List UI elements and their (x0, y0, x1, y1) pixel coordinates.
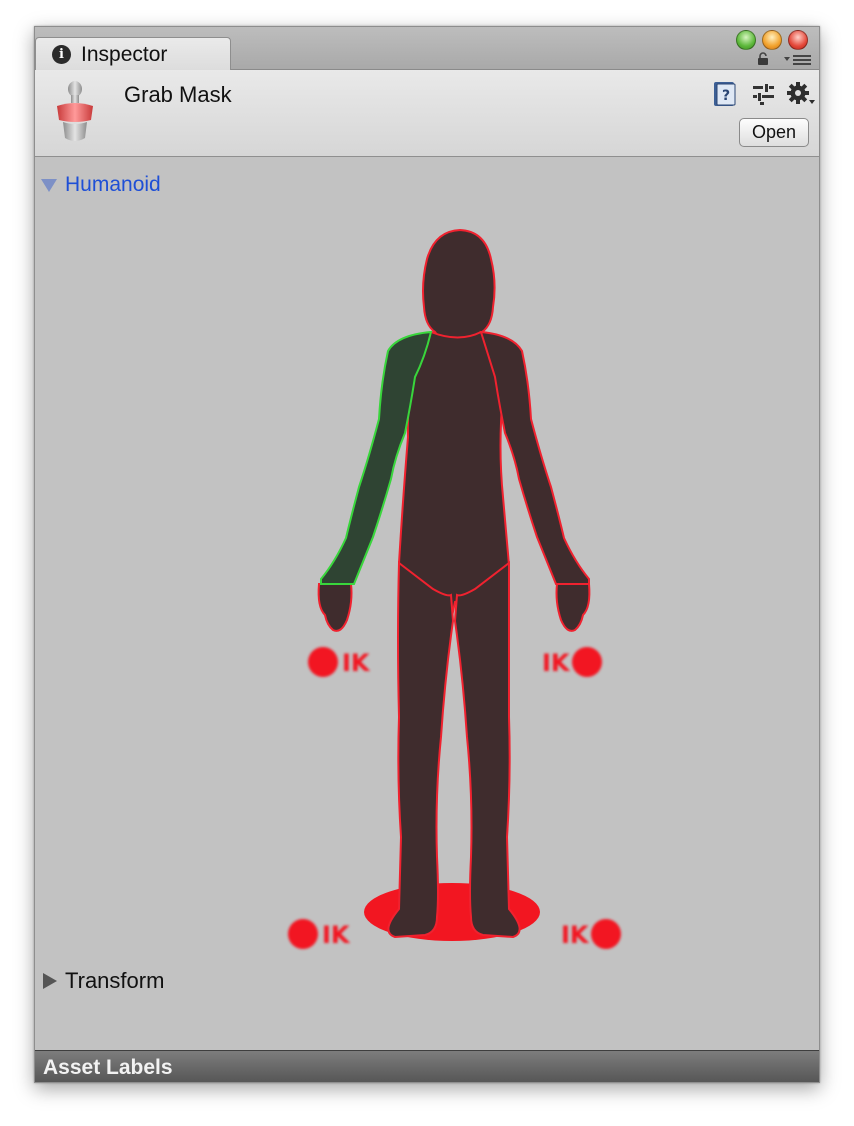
ik-label: IK (342, 649, 370, 677)
asset-title: Grab Mask (124, 82, 232, 107)
transform-foldout[interactable] (43, 968, 164, 994)
ik-label: IK (561, 921, 589, 949)
ik-label: IK (322, 921, 350, 949)
tab-label: Inspector (81, 42, 168, 66)
right-foot-ik-toggle[interactable] (561, 919, 621, 949)
right-hand-mask-part[interactable] (557, 584, 590, 631)
avatar-mask-icon (49, 80, 101, 144)
left-leg-mask-part[interactable] (388, 563, 453, 937)
lock-icon[interactable] (756, 52, 770, 66)
inspector-window (34, 26, 820, 1083)
humanoid-label: Humanoid (65, 173, 161, 196)
left-hand-ik-toggle[interactable] (308, 647, 371, 677)
right-hand-ik-toggle[interactable] (542, 647, 602, 677)
zoom-button[interactable] (736, 30, 756, 50)
transform-label: Transform (65, 968, 165, 993)
left-foot-ik-toggle[interactable] (288, 919, 351, 949)
close-button[interactable] (788, 30, 808, 50)
humanoid-mask-figure (35, 157, 820, 1050)
head-mask-part[interactable] (423, 230, 495, 342)
tab-inspector[interactable] (35, 37, 231, 71)
foldout-collapsed-arrow-icon (43, 973, 57, 989)
help-icon[interactable] (712, 81, 738, 107)
gear-icon[interactable] (786, 81, 816, 107)
open-button[interactable]: Open (739, 118, 809, 147)
tab-menu-icon[interactable] (783, 54, 813, 66)
info-icon: i (52, 45, 71, 64)
inspector-content (35, 157, 819, 1050)
tab-bar (35, 27, 819, 70)
preset-icon[interactable] (751, 82, 775, 106)
ik-label: IK (542, 649, 570, 677)
right-leg-mask-part[interactable] (455, 563, 520, 937)
asset-labels-label: Asset Labels (43, 1055, 173, 1079)
minimize-button[interactable] (762, 30, 782, 50)
svg-text:?: ? (721, 88, 731, 104)
asset-labels-bar[interactable] (35, 1050, 819, 1083)
left-hand-mask-part[interactable] (319, 584, 352, 631)
inspector-header (35, 70, 819, 157)
